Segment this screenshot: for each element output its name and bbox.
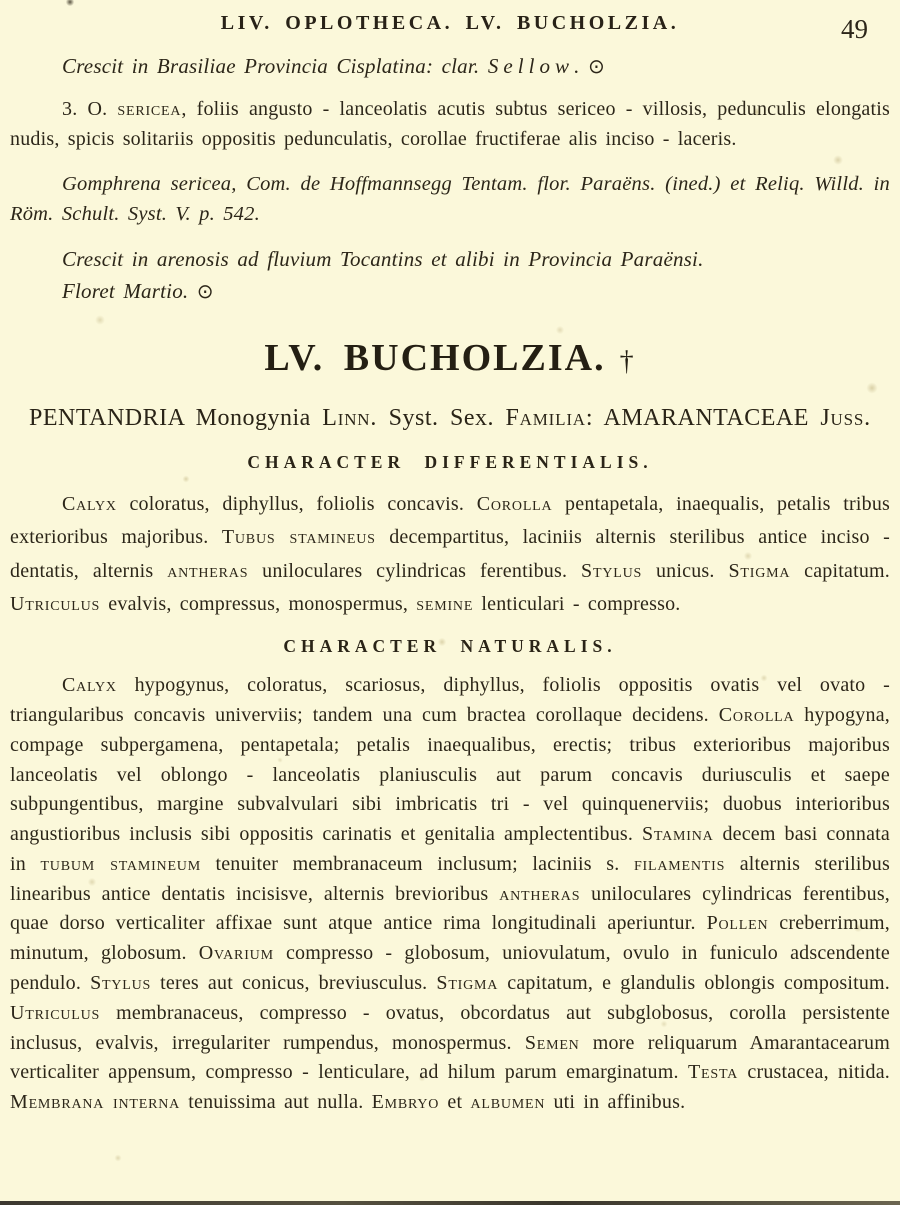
- scan-bottom-edge: [0, 1201, 900, 1205]
- text-segment: tubum stamineum: [40, 852, 201, 875]
- text-segment: decempartitus, laciniis alternis sterilibus antice inciso - dentatis, alternis: [10, 526, 890, 582]
- dagger-mark: †: [619, 346, 636, 377]
- text-segment: pentapetala, inaequalis, petalis tribus exterioribus majoribus.: [10, 492, 890, 549]
- text-segment: antheras: [499, 882, 581, 905]
- text-segment: Crescit in Brasiliae Provincia Cisplatina: clar.: [62, 54, 488, 78]
- text-segment: Crescit in arenosis ad fluvium Tocantins et alibi in Provincia Paraënsi.: [62, 247, 704, 271]
- text-segment: Embryo: [371, 1091, 440, 1114]
- text-segment: , foliis angusto - lanceolatis acutis subtus sericeo - villosis, pedunculis elongatis nudis, spicis solitariis oppositis pedunculatis, corollae fructiferae alis inciso - laceris.: [10, 98, 890, 150]
- species-entry-3-sericea: [10, 94, 890, 154]
- text-segment: Semen: [524, 1031, 580, 1054]
- habitat-note-2: [10, 244, 890, 274]
- text-segment: Stamina: [641, 823, 714, 846]
- text-segment: albumen: [470, 1091, 546, 1114]
- text-segment: creberrimum, minutum, globosum.: [10, 912, 890, 965]
- text-segment: Utriculus: [10, 593, 101, 616]
- text-segment: 3. O.: [62, 98, 118, 120]
- text-segment: capitatum, e glandulis oblongis compositum.: [498, 972, 890, 995]
- text-segment: Sellow: [487, 54, 575, 78]
- text-segment: PENTANDRIA Monogynia: [29, 405, 323, 432]
- text-segment: Pollen: [706, 912, 769, 935]
- page-number: 49: [841, 14, 868, 44]
- text-segment: alternis sterilibus linearibus antice dentatis incisisve, alternis brevioribus: [10, 852, 890, 905]
- text-segment: Calyx: [62, 674, 117, 697]
- classification-line: [10, 405, 890, 432]
- genus-title-text: LV. BUCHOLZIA.: [264, 337, 606, 379]
- text-segment: tenuiter membranaceum inclusum; laciniis s.: [200, 852, 634, 875]
- text-segment: Membrana interna: [10, 1091, 181, 1114]
- text-segment: et: [439, 1091, 471, 1114]
- text-segment: Gomphrena sericea, Com. de Hoffmannsegg Tentam. flor. Paraëns. (ined.) et Reliq. Willd. in Röm. Schult. Syst. V. p. 542.: [10, 173, 890, 225]
- synonymy-citation: [10, 169, 890, 229]
- genus-title: [10, 336, 890, 380]
- text-segment: Stylus: [90, 972, 152, 995]
- text-segment: Juss.: [820, 405, 871, 432]
- text-segment: capitatum.: [790, 559, 890, 582]
- text-segment: Stigma: [436, 972, 499, 995]
- annual-plant-symbol: ⊙: [587, 54, 605, 78]
- text-segment: Syst. Sex.: [377, 405, 506, 432]
- text-segment: Floret Martio.: [62, 279, 197, 303]
- text-segment: Stylus: [581, 559, 643, 582]
- text-segment: .: [574, 54, 588, 78]
- text-segment: uti in affinibus.: [545, 1091, 686, 1114]
- text-segment: filamentis: [633, 852, 726, 875]
- text-segment: lenticulari - compresso.: [473, 593, 681, 616]
- running-header: LIV. OPLOTHECA. LV. BUCHOLZIA.: [220, 12, 680, 34]
- text-segment: uniloculares cylindricas ferentibus, quae dorso verticaliter affixae sunt atque antice rima longitudinali aperiuntur.: [10, 882, 890, 935]
- text-segment: compresso - globosum, uniovulatum, ovulo in funiculo adscendente pendulo.: [10, 942, 890, 995]
- section-heading-character-naturalis: CHARACTER NATURALIS.: [283, 635, 617, 656]
- text-segment: teres aut conicus, breviusculus.: [151, 972, 437, 995]
- text-segment: uniloculares cylindricas ferentibus.: [248, 559, 582, 582]
- text-segment: Corolla: [718, 703, 795, 726]
- text-segment: coloratus, diphyllus, foliolis concavis.: [116, 492, 477, 515]
- text-segment: membranaceus, compresso - ovatus, obcordatus aut subglobosus, corolla persistente inclusus, evalvis, irregulariter rumpendus, monospermus.: [10, 1001, 890, 1054]
- section-heading-character-differentialis: CHARACTER DIFFERENTIALIS.: [247, 452, 653, 473]
- text-segment: hypogyna, compage subpergamena, pentapetala; petalis inaequalibus, erectis; tribus exterioribus majoribus lanceolatis vel oblongo - lanceolatis planiusculis aut parum concavis duriusculis et saepe subpungentibus, margine subvalvulari sibi imbricatis tri - vel quinquenerviis; duobus interioribus angustioribus inclusis sibi oppositis carinatis et genitalia amplectentibus.: [10, 703, 890, 846]
- text-segment: crustacea, nitida.: [738, 1061, 890, 1084]
- text-segment: more reliquarum Amarantacearum verticaliter appensum, compresso - lenticulare, ad hilum parum emarginatum.: [10, 1031, 890, 1084]
- text-segment: hypogynus, coloratus, scariosus, diphyllus, foliolis oppositis ovatis vel ovato - triangularibus concavis univerviis; tandem una cum bractea corollaque decidens.: [10, 674, 890, 726]
- text-segment: Testa: [688, 1061, 739, 1084]
- text-segment: Ovarium: [198, 942, 274, 965]
- annual-plant-symbol: ⊙: [196, 279, 214, 303]
- paragraph-character-naturalis: [10, 671, 890, 1118]
- habitat-note-1: [10, 51, 890, 81]
- text-segment: Utriculus: [10, 1001, 101, 1024]
- text-segment: Linn.: [322, 405, 378, 432]
- text-segment: sericea: [117, 98, 182, 120]
- text-segment: Corolla: [476, 492, 553, 515]
- text-segment: Familia:: [505, 405, 594, 432]
- text-segment: antheras: [167, 559, 249, 582]
- page-header: [10, 0, 890, 44]
- text-segment: semine: [416, 593, 474, 616]
- paragraph-character-differentialis: [10, 488, 890, 622]
- text-segment: evalvis, compressus, monospermus,: [100, 593, 417, 616]
- flowering-note: [10, 276, 890, 306]
- text-segment: Calyx: [62, 492, 117, 515]
- text-segment: Stigma: [728, 559, 791, 582]
- text-segment: Tubus stamineus: [221, 526, 376, 549]
- text-segment: unicus.: [642, 559, 729, 582]
- text-segment: decem basi connata in: [10, 823, 890, 875]
- text-segment: AMARANTACEAE: [593, 405, 821, 432]
- text-segment: tenuissima aut nulla.: [180, 1091, 372, 1114]
